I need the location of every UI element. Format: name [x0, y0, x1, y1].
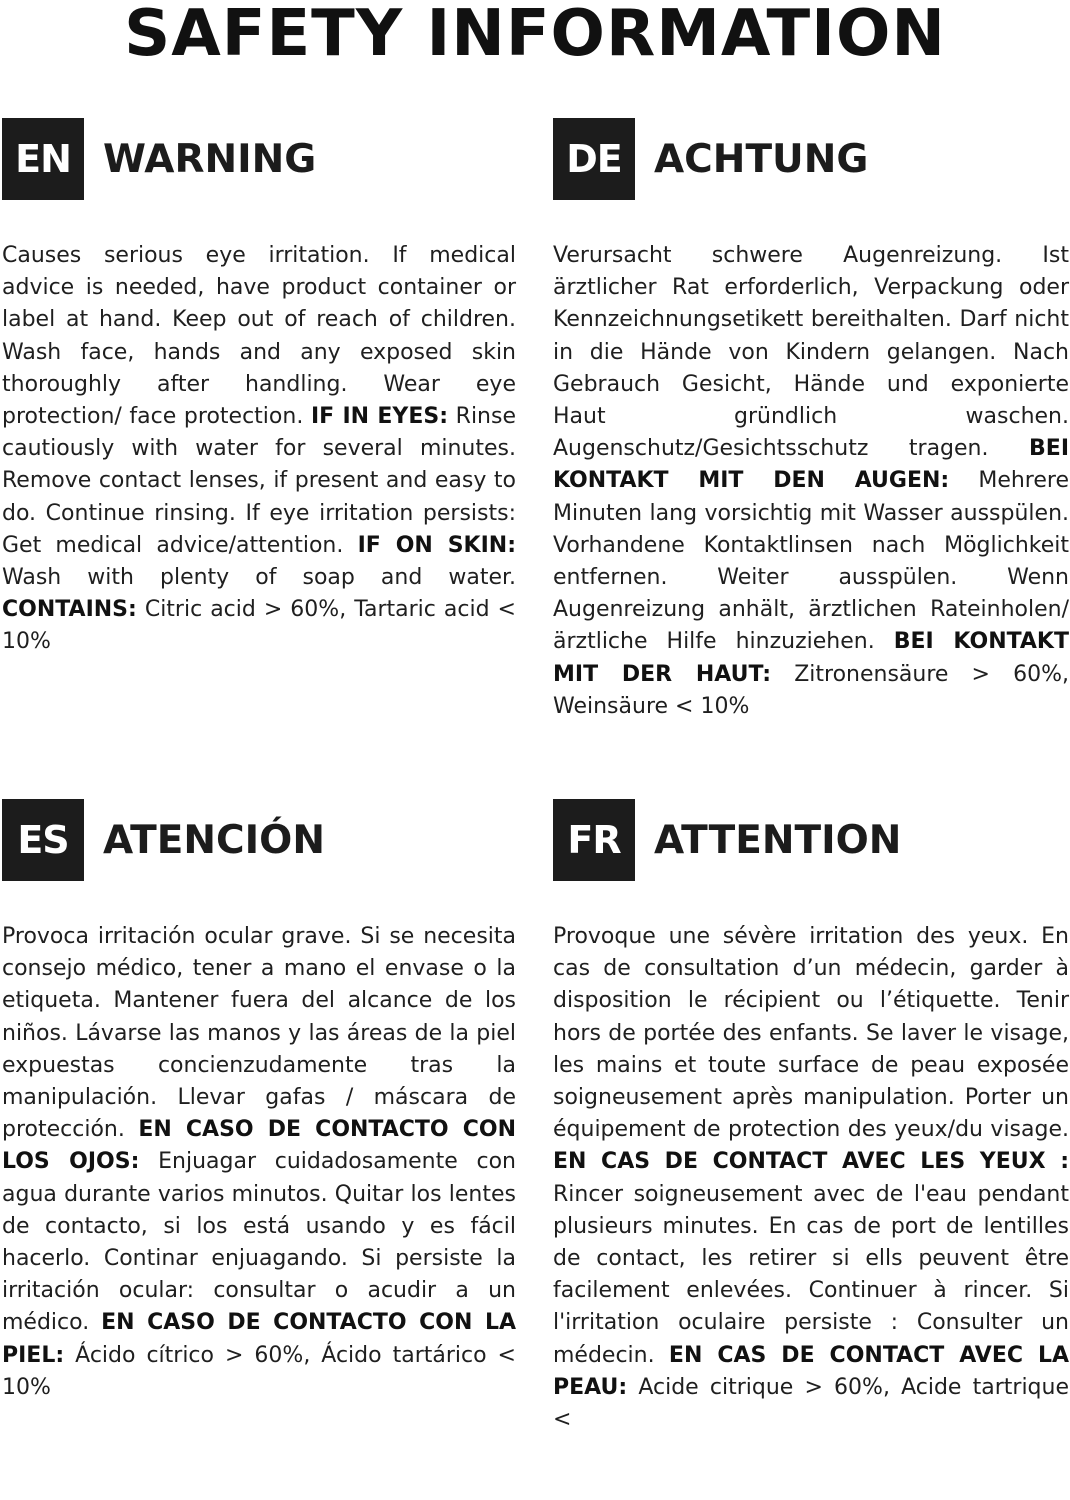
section-heading: ACHTUNG: [654, 136, 869, 182]
language-badge: DE: [553, 118, 635, 200]
language-badge: FR: [553, 799, 635, 881]
body-text: Rincer soigneusement avec de l'eau pendant plusieurs minutes. En cas de port de lentilles de contact, les retirer si ells peuvent être facilement enlevées. Continuer à rincer. Si l'irritation oculaire persiste : Consulter un médecin.: [553, 1181, 1069, 1368]
language-badge: EN: [2, 118, 84, 200]
section-header: [553, 799, 1067, 881]
body-bold-text: BEI KONTAKT MIT DER HAUT:: [553, 629, 1069, 687]
section-body: [553, 240, 1069, 723]
body-text: Rinse cautiously with water for several minutes. Remove contact lenses, if present and easy to do. Continue rinsing. If eye irritation persists: Get medical advice/attention.: [2, 404, 516, 558]
body-text: Zitronensäure > 60%, Weinsäure < 10%: [553, 661, 1069, 719]
body-text: Causes serious eye irritation. If medical advice is needed, have product container or label at hand. Keep out of reach of children. Wash face, hands and any exposed skin thoroughly after handling. Wear eye protection/ face protection.: [2, 243, 516, 430]
body-bold-text: IF ON SKIN:: [357, 532, 516, 558]
body-text: Ácido cítrico > 60%, Ácido tartárico < 10%: [2, 1342, 516, 1400]
section-heading: WARNING: [103, 136, 317, 182]
body-text: Citric acid > 60%, Tartaric acid < 10%: [2, 597, 516, 655]
section-heading: ATENCIÓN: [103, 817, 325, 863]
body-text: Wash with plenty of soap and water.: [2, 565, 516, 591]
body-text: Acide citrique > 60%, Acide tartrique <: [553, 1374, 1069, 1433]
body-text: Enjuagar cuidadosamente con agua durante varios minutos. Quitar los lentes de contacto, si los está usando y es fácil hacerlo. Continar enjuagando. Si persiste la irritación ocular: consultar o acudir a un médico.: [2, 1149, 516, 1336]
section-body: [2, 921, 516, 1404]
section-heading: ATTENTION: [654, 817, 902, 863]
body-bold-text: BEI KONTAKT MIT DEN AUGEN:: [553, 436, 1069, 494]
section-en: [2, 118, 516, 655]
section-header: [2, 118, 516, 200]
section-es: [2, 799, 517, 1400]
section-header: [2, 799, 516, 881]
section-de: [553, 118, 1069, 719]
body-bold-text: EN CAS DE CONTACT AVEC LA PEAU:: [553, 1342, 1070, 1400]
body-bold-text: EN CAS DE CONTACT AVEC LES YEUX :: [553, 1149, 1069, 1175]
body-bold-text: EN CASO DE CONTACTO CON LA PIEL:: [2, 1310, 516, 1368]
section-fr: [553, 799, 1070, 1433]
body-text: Mehrere Minuten lang vorsichtig mit Wasser ausspülen. Vorhandene Kontaktlinsen nach Möglichkeit entfernen. Weiter ausspülen. Wenn Augenreizung anhält, ärztlichen Rateinholen/ärztliche Hilfe hinzuziehen.: [553, 468, 1069, 655]
section-body: [553, 921, 1069, 1436]
section-body: [2, 240, 516, 659]
body-text: Verursacht schwere Augenreizung. Ist ärztlicher Rat erforderlich, Verpackung oder Kennzeichnungsetikett bereithalten. Darf nicht in die Hände von Kindern gelangen. Nach Gebrauch Gesicht, Hände und exponierte Haut gründlich waschen. Augenschutz/Gesichtsschutz tragen.: [553, 243, 1069, 462]
language-badge: ES: [2, 799, 84, 881]
body-text: Provoca irritación ocular grave. Si se necesita consejo médico, tener a mano el envase o la etiqueta. Mantener fuera del alcance de los niños. Lávarse las manos y las áreas de la piel expuestas concienzudamente tras la manipulación. Llevar gafas / máscara de protección.: [2, 924, 516, 1143]
body-text: Provoque une sévère irritation des yeux. En cas de consultation d’un médecin, garder à disposition le récipient ou l’étiquette. Tenir hors de portée des enfants. Se laver le visage, les mains et toute surface de peau exposée soigneusement après manipulation. Porter un équipement de protection des yeux/du visage.: [553, 924, 1069, 1143]
body-bold-text: CONTAINS:: [2, 597, 137, 623]
section-header: [553, 118, 1067, 200]
body-bold-text: EN CASO DE CONTACTO CON LOS OJOS:: [2, 1117, 517, 1175]
body-bold-text: IF IN EYES:: [310, 404, 449, 430]
page-title: SAFETY INFORMATION: [124, 0, 946, 71]
